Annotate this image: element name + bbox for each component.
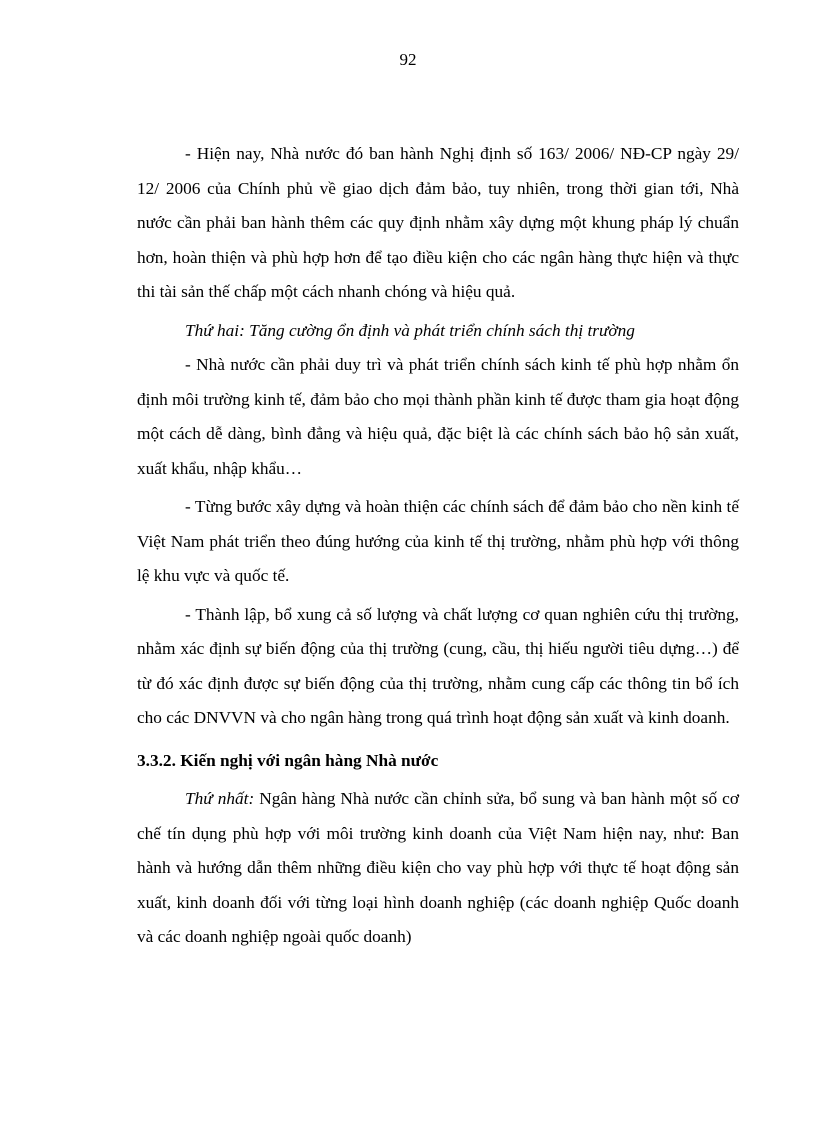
section-heading: 3.3.2. Kiến nghị với ngân hàng Nhà nước [137,750,439,770]
paragraph-economic-policy: - Nhà nước cần phải duy trì và phát triển chính sách kinh tế phù hợp nhằm ổn định môi trường kinh tế, đảm bảo cho mọi thành phần kinh tế được tham gia hoạt động một cách dễ dàng, bình đẳng và hiệu quả, đặc biệt là các chính sách bảo hộ sản xuất, xuất khẩu, nhập khẩu… [137,355,739,478]
paragraph-market-economy: - Từng bước xây dựng và hoàn thiện các chính sách để đảm bảo cho nền kinh tế Việt Nam phát triển theo đúng hướng của kinh tế thị trường, nhằm phù hợp với thông lệ khu vực và quốc tế. [137,497,739,585]
paragraph-credit-mechanism [137,782,739,955]
paragraph-lead-label: Thứ nhất: [185,789,255,808]
paragraph-legal-framework: - Hiện nay, Nhà nước đó ban hành Nghị định số 163/ 2006/ NĐ-CP ngày 29/ 12/ 2006 của Chính phủ về giao dịch đảm bảo, tuy nhiên, trong thời gian tới, Nhà nước cần phải ban hành thêm các quy định nhằm xây dựng một khung pháp lý chuẩn hơn, hoàn thiện và phù hợp hơn để tạo điều kiện cho các ngân hàng thực hiện và thực thi tài sản thế chấp một cách nhanh chóng và hiệu quả. [137,144,739,301]
subheading-market-policy: Thứ hai: Tăng cường ổn định và phát triển chính sách thị trường [185,320,635,340]
document-body [137,137,739,955]
paragraph-market-research: - Thành lập, bổ xung cả số lượng và chất lượng cơ quan nghiên cứu thị trường, nhằm xác định sự biến động của thị trường (cung, cầu, thị hiếu người tiêu dựng…) để từ đó xác định được sự biến động của thị trường, nhằm cung cấp các thông tin bổ ích cho các DNVVN và cho ngân hàng trong quá trình hoạt động sản xuất và kinh doanh. [137,604,739,727]
page-number: 92 [399,50,417,69]
paragraph-credit-text: Ngân hàng Nhà nước cần chỉnh sửa, bổ sung và ban hành một số cơ chế tín dụng phù hợp với môi trường kinh doanh của Việt Nam hiện nay, như: Ban hành và hướng dẫn thêm những điều kiện cho vay phù hợp với thực tế hoạt động sản xuất, kinh doanh đối với từng loại hình doanh nghiệp (các doanh nghiệp Quốc doanh và các doanh nghiệp ngoài quốc doanh) [137,789,739,946]
